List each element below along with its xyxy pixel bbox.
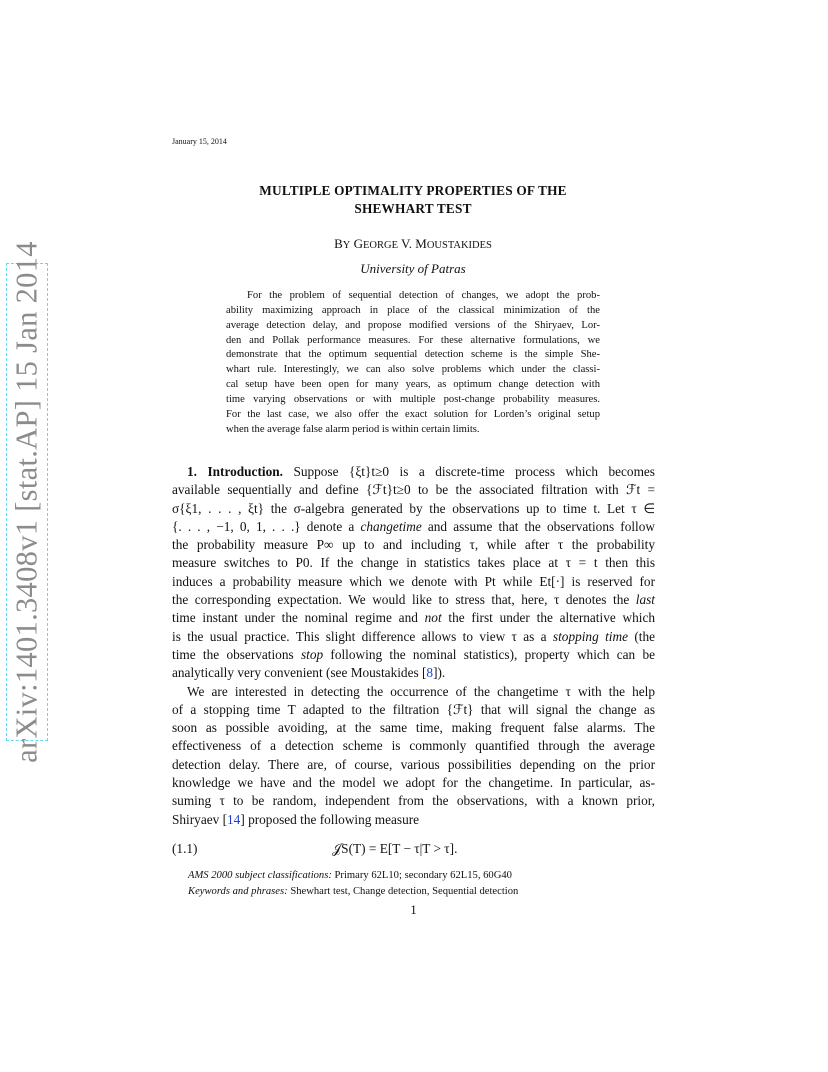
keywords-text: Shewhart test, Change detection, Sequential detection (287, 886, 519, 897)
ams-classification (188, 868, 518, 884)
body-line: available sequentially and define {ℱt}t≥0 to be the associated filtration with ℱt = (172, 482, 655, 498)
abstract (226, 289, 600, 437)
footnotes (188, 868, 518, 900)
body-line: knowledge we have and the model we adopt for the changetime. In particular, as- (172, 775, 655, 791)
ams-label: AMS 2000 subject classifications: (188, 870, 332, 881)
body-line: σ{ξ1, . . . , ξt} the σ-algebra generated by the observations up to time t. Let τ ∈ (172, 500, 655, 516)
body-text: Suppose {ξt}t≥0 is a discrete-time process which becomes (293, 464, 655, 479)
body-text: time instant under the nominal regime and (172, 610, 425, 626)
author-last-rest: OUSTAKIDES (426, 240, 492, 251)
author-by-sc: Y (342, 240, 351, 251)
citation-link[interactable]: 14 (227, 811, 241, 827)
author-first-rest: EORGE (363, 240, 399, 251)
body-line: soon as possible avoiding, at the same time, making frequent false alarms. The (172, 720, 655, 736)
affiliation: University of Patras (360, 261, 466, 276)
body-line (172, 811, 655, 829)
body-line: We are interested in detecting the occurrence of the changetime τ with the help (187, 683, 655, 699)
emphasis: changetime (360, 518, 422, 534)
emphasis: stop (300, 646, 324, 662)
body-line (172, 518, 655, 536)
title-line-1: MULTIPLE OPTIMALITY PROPERTIES OF THE (259, 183, 567, 198)
body-line (172, 664, 655, 682)
ams-text: Primary 62L10; secondary 62L15, 60G40 (331, 870, 512, 881)
body-text: following the nominal statistics), property which can be (323, 646, 656, 662)
body-line (172, 609, 655, 627)
body-line (172, 646, 655, 664)
arxiv-identifier[interactable]: arXiv:1401.3408v1 [stat.AP] 15 Jan 2014 (9, 241, 44, 763)
body-line: detection delay. There are, of course, various possibilities depending on the prior (172, 756, 655, 772)
abstract-line: time varying observations or with multiple post-change probability measures. (226, 393, 600, 405)
equation-number: (1.1) (172, 841, 198, 856)
abstract-line: average detection delay, and propose modified versions of the Shiryaev, Lor- (226, 319, 600, 331)
abstract-line: ability maximizing approach in place of the classical minimization of the (226, 304, 600, 316)
abstract-line: whart rule. Interestingly, we can also solve problems which under the classi- (226, 364, 600, 376)
body-text: (the (627, 628, 655, 644)
abstract-line: when the average false alarm period is within certain limits. (226, 423, 480, 435)
body-text: and assume that the observations follow (421, 518, 656, 534)
body-text: Shiryaev [ (172, 811, 228, 827)
body-text: time the observations (172, 646, 301, 662)
abstract-line: cal setup have been open for many years, as optimum change detection with (226, 379, 600, 391)
abstract-line: For the problem of sequential detection of changes, we adopt the prob- (247, 290, 600, 301)
body-line: effectiveness of a detection scheme is commonly quantified through the average (172, 738, 655, 754)
author-line (172, 236, 654, 252)
body-text: analytically very convenient (see Moustakides [ (172, 665, 427, 681)
title-line-2: SHEWHART TEST (354, 201, 472, 216)
author-first-initial: G (353, 236, 364, 251)
abstract-line: demonstrate that the optimum sequential detection scheme is the simple She- (226, 349, 600, 361)
preprint-date: January 15, 2014 (172, 137, 227, 146)
body-line (172, 463, 655, 481)
section-heading: 1. Introduction. (187, 464, 283, 479)
page-number: 1 (410, 902, 417, 917)
emphasis: not (424, 610, 442, 626)
author-middle: V. M (398, 236, 427, 251)
abstract-line: den and Pollak performance measures. For these alternative formulations, we (226, 334, 600, 346)
body-text: is the usual practice. This slight difference allows to view τ as a (172, 628, 553, 644)
keywords-label: Keywords and phrases: (188, 886, 288, 897)
author-by: B (334, 236, 343, 251)
body-line: the probability measure P∞ up to and including τ, while after τ the probability (172, 537, 655, 553)
body-line (172, 591, 655, 609)
equation-expression: 𝒥S(T) = E[T − τ|T > τ]. (332, 841, 458, 856)
body-line: measure switches to P0. If the change in statistics takes place at τ = t then this (172, 555, 655, 571)
introduction-section (172, 463, 655, 829)
body-text: ]). (433, 665, 446, 681)
emphasis: stopping time (552, 628, 628, 644)
keywords (188, 884, 518, 900)
paper-title (172, 182, 654, 218)
body-text: the corresponding expectation. We would like to stress that, here, τ denotes the (172, 592, 636, 608)
body-line: suming τ to be random, independent from the observations, with a known prior, (172, 793, 655, 809)
emphasis: last (635, 592, 655, 608)
body-text: {. . . , −1, 0, 1, . . .} denote a (172, 518, 361, 534)
body-line (172, 628, 655, 646)
abstract-line: For the last case, we also offer the exact solution for Lorden’s original setup (226, 408, 600, 420)
body-text: ] proposed the following measure (240, 811, 420, 827)
body-line: induces a probability measure which we denote with Pt while Et[·] is reserved for (172, 573, 655, 589)
body-line: of a stopping time T adapted to the filtration {ℱt} that will signal the change as (172, 701, 655, 717)
body-text: the first under the alternative which (441, 610, 655, 626)
citation-link[interactable]: 8 (426, 665, 434, 681)
